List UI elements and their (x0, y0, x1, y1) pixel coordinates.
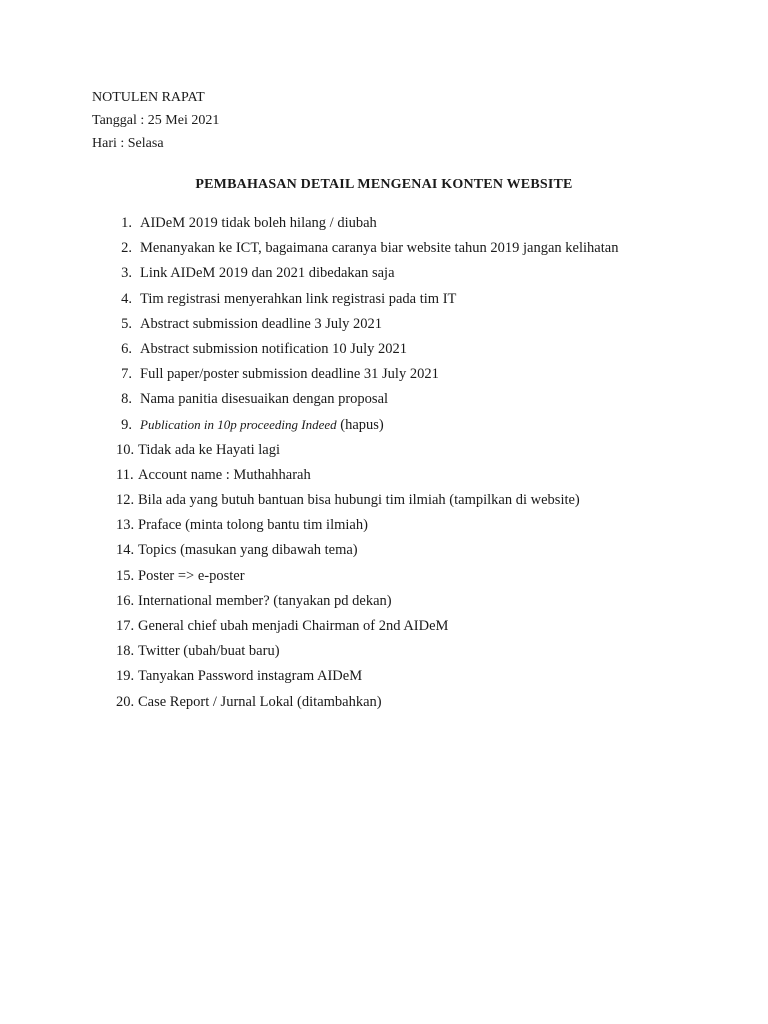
item-text: (hapus) (336, 416, 384, 433)
item-text-container (140, 414, 384, 436)
item-text: Topics (masukan yang dibawah tema) (138, 542, 358, 559)
item-number: 13. (116, 517, 135, 534)
item-number: 19. (116, 668, 135, 685)
item-text: Tidak ada ke Hayati lagi (138, 441, 281, 458)
item-number: 1. (121, 215, 132, 231)
item-text-italic: Publication in 10p proceeding Indeed (140, 416, 337, 432)
item-text: Full paper/poster submission deadline 31 July 2021 (140, 366, 439, 383)
item-number: 12. (116, 492, 135, 509)
item-number: 9. (121, 416, 132, 433)
item-number: 14. (116, 542, 135, 559)
item-number: 10. (116, 441, 135, 458)
item-number: 8. (121, 391, 132, 408)
item-text: Twitter (ubah/buat baru) (138, 643, 280, 660)
meeting-day: Hari : Selasa (92, 136, 164, 151)
item-text: Praface (minta tolong bantu tim ilmiah) (138, 517, 368, 534)
meeting-date: Tanggal : 25 Mei 2021 (92, 113, 220, 128)
document-title: NOTULEN RAPAT (92, 90, 205, 105)
item-text: Account name : Muthahharah (138, 466, 311, 483)
item-text: Abstract submission deadline 3 July 2021 (140, 315, 383, 332)
item-number: 15. (116, 567, 135, 584)
item-number: 4. (121, 290, 132, 307)
item-number: 18. (116, 643, 135, 660)
item-text: AIDeM 2019 tidak boleh hilang / diubah (140, 215, 377, 231)
item-number: 3. (121, 265, 132, 282)
item-text: Poster => e-poster (138, 567, 245, 584)
item-text: Bila ada yang butuh bantuan bisa hubungi tim ilmiah (tampilkan di website) (138, 492, 580, 509)
item-text: International member? (tanyakan pd dekan) (138, 592, 392, 609)
item-text: General chief ubah menjadi Chairman of 2nd AIDeM (138, 618, 449, 634)
item-number: 16. (116, 592, 135, 609)
meeting-header (92, 86, 219, 155)
section-title: PEMBAHASAN DETAIL MENGENAI KONTEN WEBSITE (195, 177, 573, 192)
item-number: 20. (116, 693, 135, 710)
item-text: Nama panitia disesuaikan dengan proposal (140, 391, 389, 408)
item-text: Abstract submission notification 10 July 2021 (140, 340, 408, 357)
item-text: Case Report / Jurnal Lokal (ditambahkan) (138, 693, 382, 710)
item-number: 7. (121, 366, 132, 383)
item-number: 17. (116, 618, 135, 634)
item-number: 2. (121, 240, 132, 257)
item-text: Tim registrasi menyerahkan link registrasi pada tim IT (140, 290, 457, 307)
item-number: 11. (116, 466, 134, 483)
item-text: Tanyakan Password instagram AIDeM (138, 668, 363, 685)
item-number: 5. (121, 315, 132, 332)
item-text: Link AIDeM 2019 dan 2021 dibedakan saja (140, 265, 395, 282)
item-text: Menanyakan ke ICT, bagaimana caranya biar website tahun 2019 jangan kelihatan (140, 240, 619, 257)
item-number: 6. (121, 340, 132, 357)
